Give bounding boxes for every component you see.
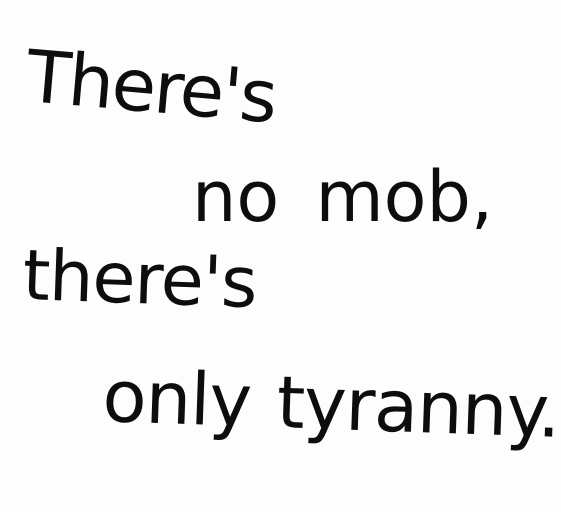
text-line-1: There's bbox=[23, 34, 280, 140]
text-line-2: no mob, bbox=[192, 156, 494, 238]
text-line-4: only tyranny. bbox=[101, 354, 561, 454]
text-line-3: there's bbox=[21, 234, 258, 325]
